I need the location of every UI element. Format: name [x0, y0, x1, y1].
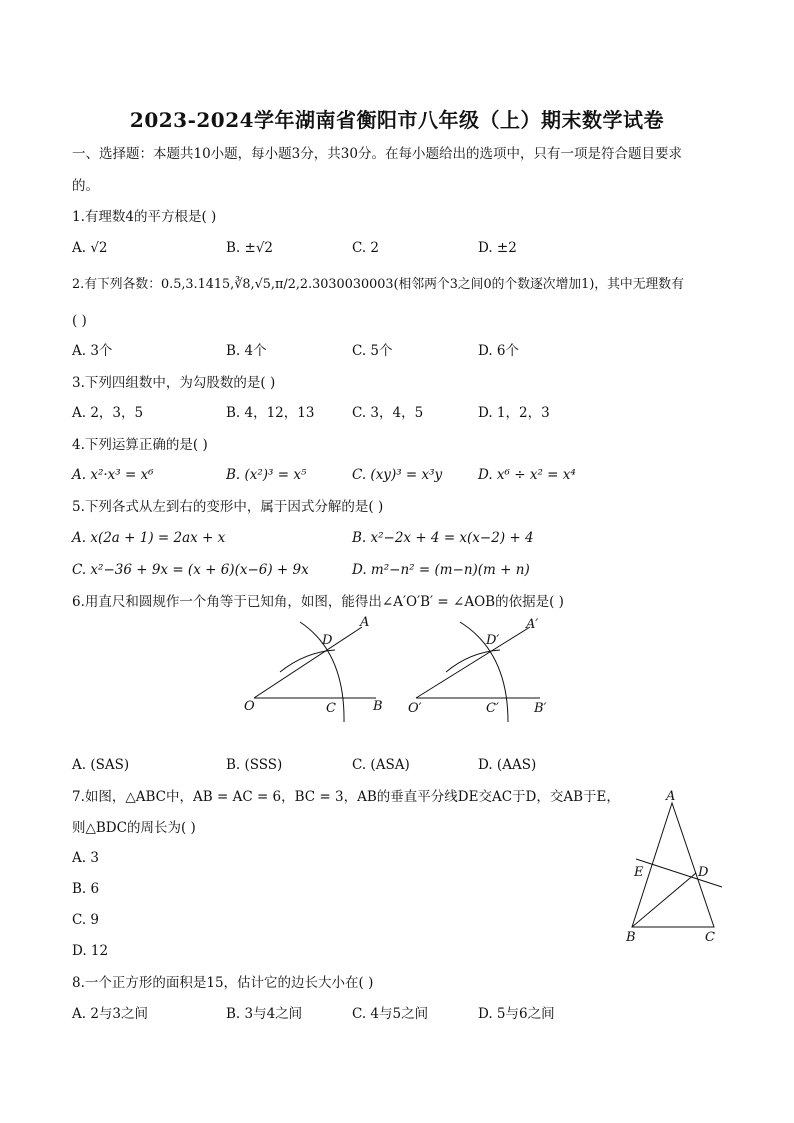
fig6-label-A-prime: A′ [526, 617, 539, 632]
q3-option-b: B. 4，12，13 [226, 405, 315, 421]
question-5-stem: 5.下列各式从左到右的变形中，属于因式分解的是( ) [72, 499, 384, 515]
question-8-stem: 8.一个正方形的面积是15，估计它的边长大小在( ) [72, 975, 374, 991]
fig7-label-E: E [634, 865, 644, 880]
fig7-label-C: C [705, 930, 715, 945]
q8-option-c: C. 4与5之间 [352, 1006, 429, 1022]
question-3-stem: 3.下列四组数中，为勾股数的是( ) [72, 375, 276, 391]
q8-option-b: B. 3与4之间 [226, 1006, 303, 1022]
q6-option-a: A. (SAS) [72, 757, 130, 773]
q1-option-d: D. ±2 [478, 240, 517, 256]
fig6-label-D: D [322, 633, 333, 648]
fig6-label-A: A [360, 615, 370, 630]
fig6-label-B: B [373, 699, 383, 714]
question-7-stem: 7.如图，△ABC中，AB = AC = 6，BC = 3，AB的垂直平分线DE交AC于D，交AB于E， [72, 789, 620, 805]
q5-option-a: A. x(2a + 1) = 2ax + x [72, 530, 226, 546]
question-6-stem: 6.用直尺和圆规作一个角等于已知角，如图，能得出∠A′O′B′ = ∠AOB的依据是( ) [72, 594, 564, 610]
figure-6-right [416, 622, 540, 722]
q1-option-c: C. 2 [352, 240, 380, 256]
section-heading: 一、选择题：本题共10小题，每小题3分，共30分。在每小题给出的选项中，只有一项是符合题目要求 [72, 146, 682, 162]
question-7-stem-cont: 则△BDC的周长为( ) [72, 820, 196, 836]
q7-option-c: C. 9 [72, 912, 100, 928]
q2-option-c: C. 5个 [352, 343, 393, 359]
fig6-label-O: O [244, 699, 255, 714]
q6-option-d: D. (AAS) [478, 757, 537, 773]
q3-option-c: C. 3，4，5 [352, 405, 424, 421]
q8-option-d: D. 5与6之间 [478, 1006, 555, 1022]
q1-option-a: A. √2 [72, 240, 108, 256]
question-2-stem-cont: ( ) [72, 313, 87, 329]
question-2-stem: 2.有下列各数：0.5,3.1415,∛8,√5,π/2,2.3030030003(相邻两个3之间0的个数逐次增加1)，其中无理数有 [72, 277, 684, 292]
q7-option-a: A. 3 [72, 850, 99, 866]
fig7-label-D: D [698, 865, 709, 880]
q2-option-a: A. 3个 [72, 343, 113, 359]
q5-option-d: D. m²−n² = (m−n)(m + n) [352, 562, 530, 578]
q4-option-a: A. x²·x³ = x⁶ [72, 467, 154, 483]
q5-option-c: C. x²−36 + 9x = (x + 6)(x−6) + 9x [72, 562, 309, 578]
q1-option-b: B. ±√2 [226, 240, 274, 256]
q3-option-d: D. 1，2，3 [478, 405, 550, 421]
q4-option-d: D. x⁶ ÷ x² = x⁴ [478, 467, 576, 483]
question-4-stem: 4.下列运算正确的是( ) [72, 437, 208, 453]
figure-6-diagram [0, 612, 794, 752]
q8-option-a: A. 2与3之间 [72, 1006, 149, 1022]
q7-option-d: D. 12 [72, 943, 109, 959]
question-1-stem: 1.有理数4的平方根是( ) [72, 209, 217, 225]
fig6-label-C-prime: C′ [486, 701, 499, 716]
q6-option-c: C. (ASA) [352, 757, 410, 773]
fig6-label-C: C [326, 701, 336, 716]
q2-option-d: D. 6个 [478, 343, 520, 359]
fig6-label-B-prime: B′ [534, 701, 547, 716]
page-title: 2023-2024学年湖南省衡阳市八年级（上）期末数学试卷 [129, 108, 665, 132]
q6-option-b: B. (SSS) [226, 757, 283, 773]
figure-6-left [254, 622, 376, 722]
q4-option-c: C. (xy)³ = x³y [352, 467, 443, 483]
fig7-label-B: B [626, 930, 636, 945]
q2-option-b: B. 4个 [226, 343, 267, 359]
q5-option-b: B. x²−2x + 4 = x(x−2) + 4 [352, 530, 534, 546]
section-heading-cont: 的。 [72, 178, 99, 194]
fig6-label-O-prime: O′ [408, 701, 422, 716]
figure-7-diagram [610, 783, 770, 958]
q4-option-b: B. (x²)³ = x⁵ [226, 467, 307, 483]
q3-option-a: A. 2，3，5 [72, 405, 144, 421]
fig6-label-D-prime: D′ [486, 633, 500, 648]
q7-option-b: B. 6 [72, 881, 100, 897]
fig7-label-A: A [666, 789, 676, 804]
